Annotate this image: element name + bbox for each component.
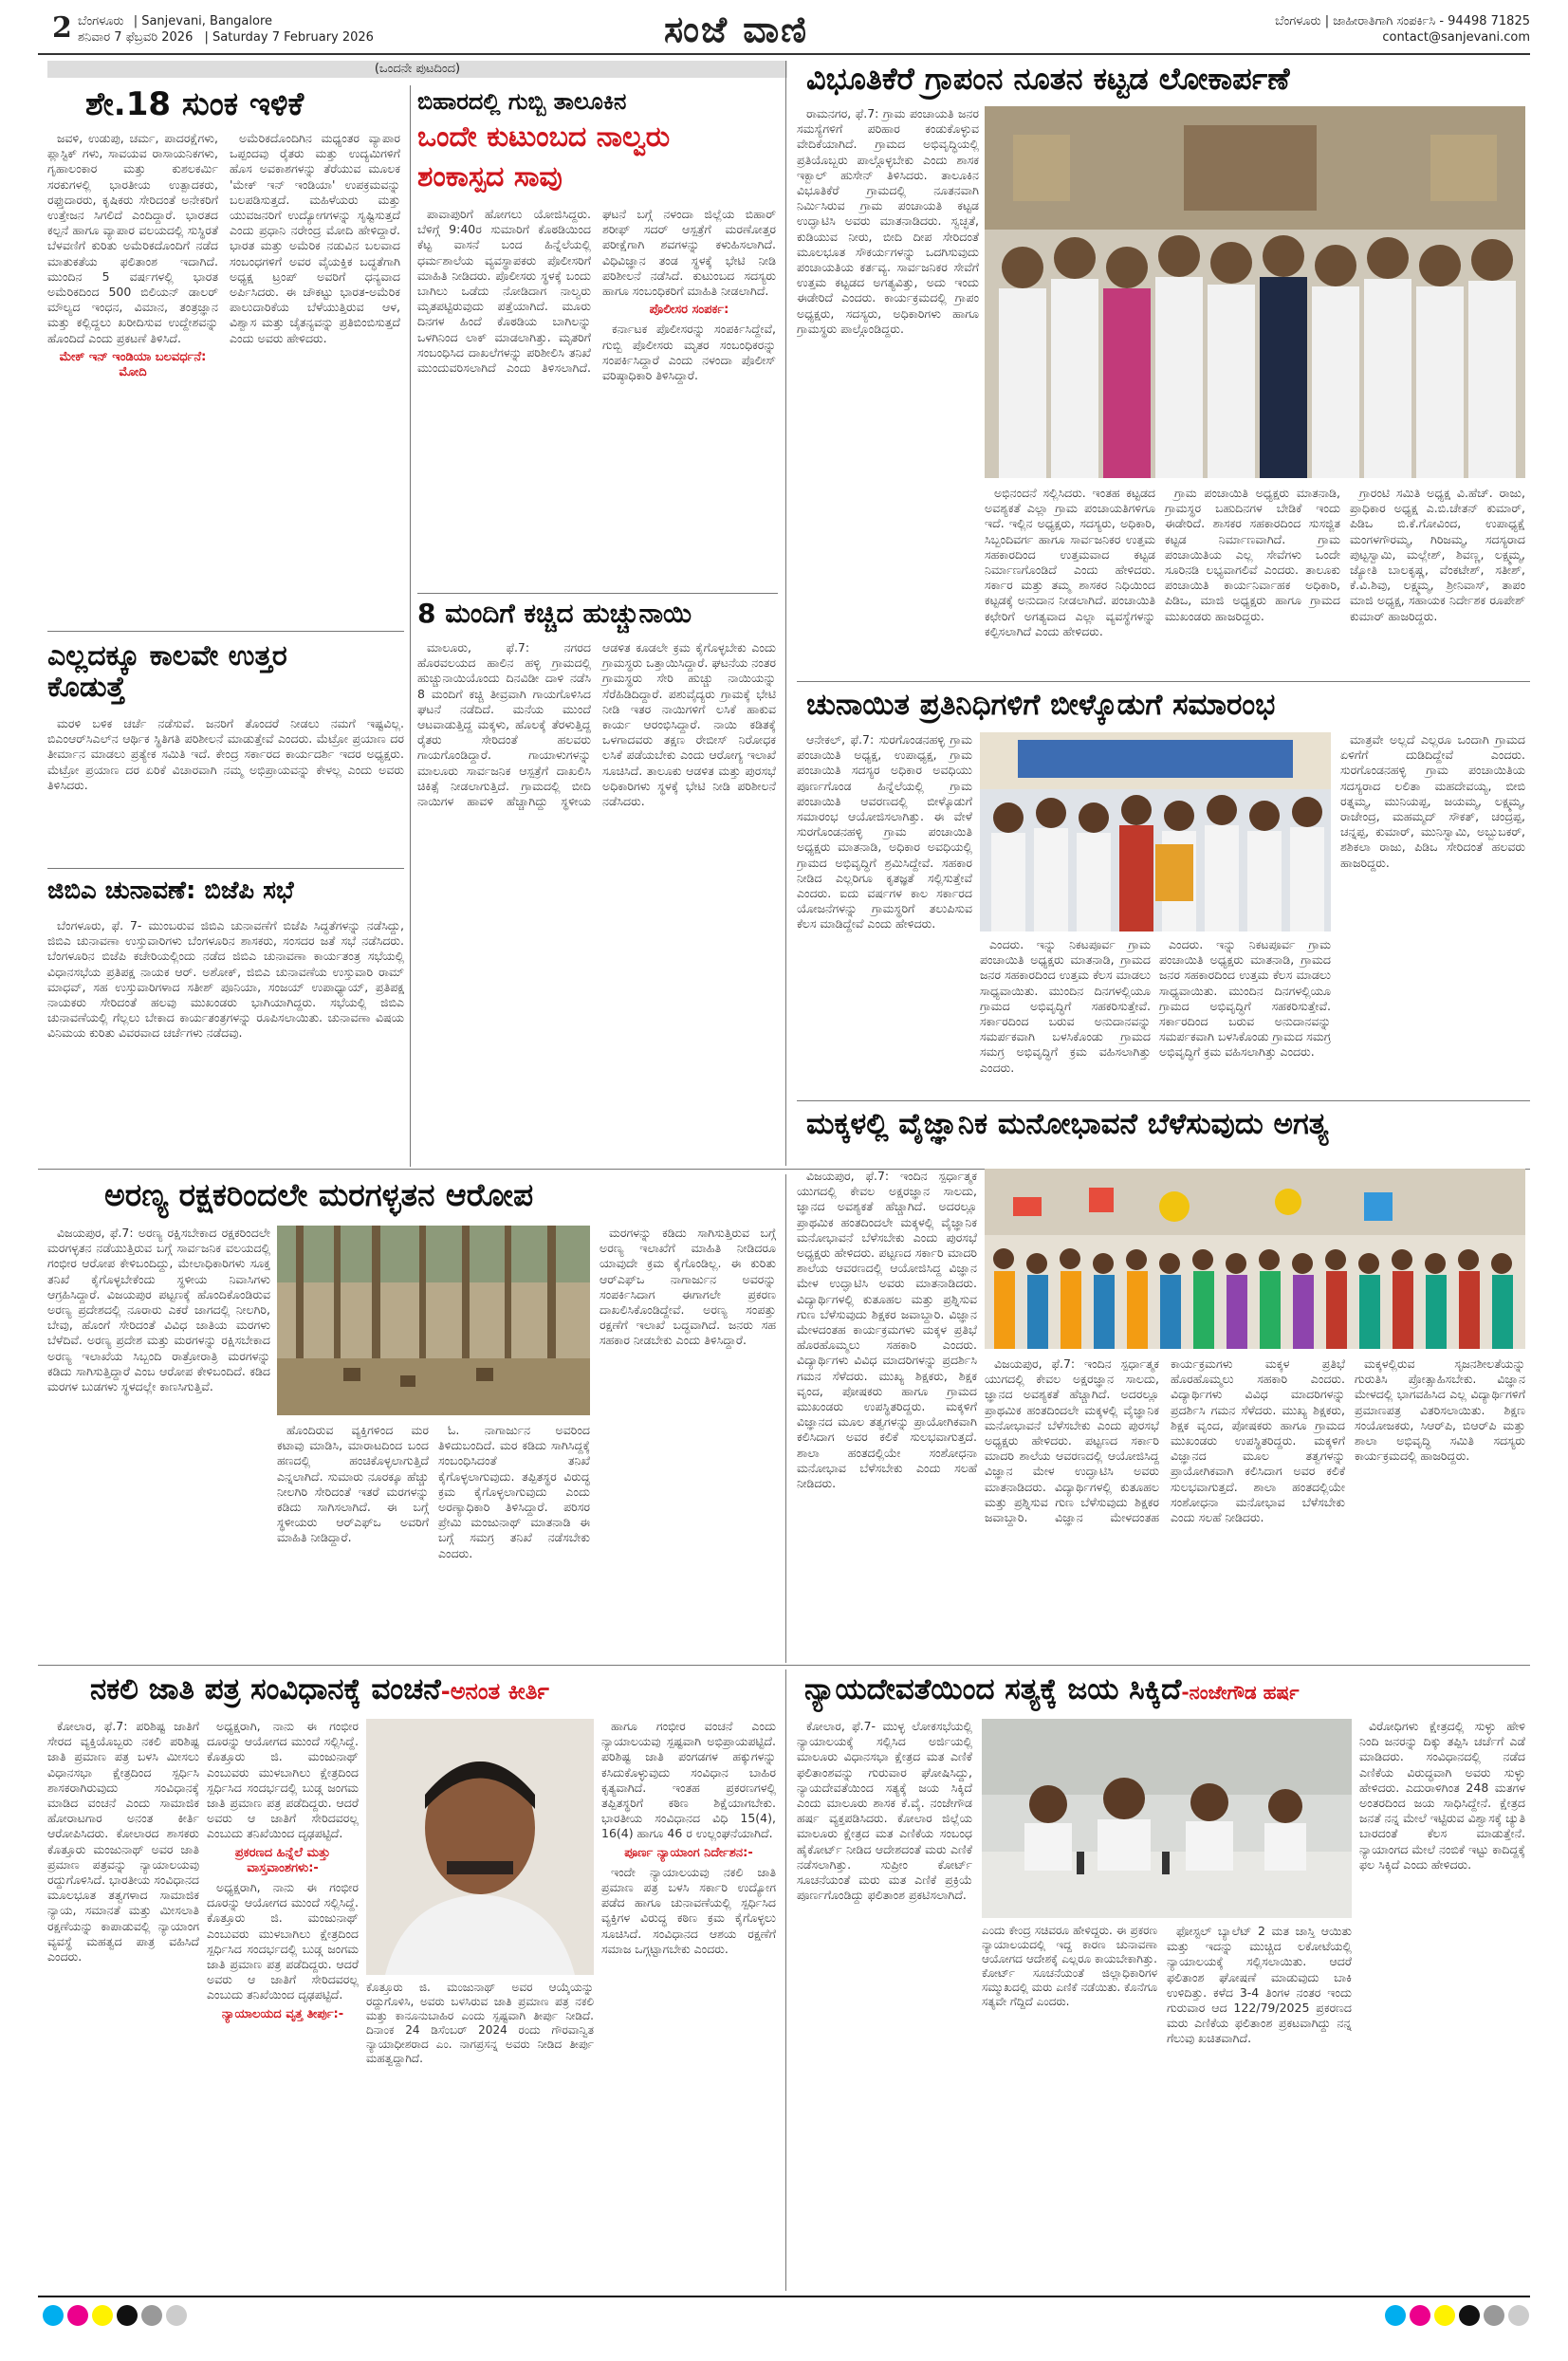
headline-reply-line1: ಎಲ್ಲದಕ್ಕೂ ಕಾಲವೇ ಉತ್ತರ (47, 639, 287, 673)
headline-gba: ಜಿಬಿಎ ಚುನಾವಣೆ: ಬಿಜೆಪಿ ಸಭೆ (47, 876, 294, 905)
magenta-swatch (67, 2305, 88, 2326)
body-justice-3 (1359, 1719, 1525, 2288)
body-tariff-text: ಜವಳಿ, ಉಡುಪು, ಚರ್ಮ, ಪಾದರಕ್ಷೆಗಳು, ಪ್ಲಾಸ್ಟಿಕ್ ಗಳು, ಸಾವಯವ ರಾಸಾಯನಿಕಗಳು, ಗೃಹಾಲಂಕಾರ ಮತ್ತು ಕುಶಲಕರ್ಮಿ ಸರಕುಗಳಲ್ಲಿ ಭಾರತೀಯ ಉತ್ಪಾದಕರು, ರಫ್ತುದಾರರು, ಕೃಷಿಕರು ಸೇರಿದಂತೆ ಅನೇಕರಿಗೆ ಉತ್ತೇಜನ ಸಿಗಲಿದೆ ಎಂದಿದ್ದಾರೆ. ಭಾರತದ ಕಲ್ಪನೆ ಹಾಗೂ ವ್ಯಾಪಾರ ವಲಯದಲ್ಲಿ ಸುಸ್ಥಿರತೆ ಬೆಳವಣಿಗೆ ಕುರಿತು ಅಮೆರಿಕದೊಂದಿಗೆ ನಡೆದ ಮಾತುಕತೆಯ ಫಲಿತಾಂಶ ಇದಾಗಿದೆ. ಮುಂದಿನ 5 ವರ್ಷಗಳಲ್ಲಿ ಭಾರತ ಅಮೆರಿಕದಿಂದ 500 ಬಿಲಿಯನ್ ಡಾಲರ್ ಮೌಲ್ಯದ ಇಂಧನ, ವಿಮಾನ, ತಂತ್ರಜ್ಞಾನ ಮತ್ತು ಕಲ್ಲಿದ್ದಲು ಖರೀದಿಸುವ ಉದ್ದೇಶವನ್ನು ಹೊಂದಿದೆ ಎಂದು ಪ್ರಕಟಣೆ ತಿಳಿಸಿದೆ. (47, 131, 218, 345)
photo-science-fair (985, 1169, 1525, 1349)
body-gubbi (417, 207, 776, 586)
page-number: 2 (52, 11, 72, 45)
newspaper-logo (664, 8, 808, 51)
body-felicitation (797, 732, 972, 1131)
body-vibhuti-4 (1350, 486, 1525, 675)
column-rule (785, 61, 786, 1166)
body-science-3 (1355, 1356, 1525, 1658)
edition-label: | Sanjevani, Bangalore (133, 14, 273, 28)
body-gubbi-text2: ಕರ್ನಾಟಕ ಪೊಲೀಸರನ್ನು ಸಂಪರ್ಕಿಸಿದ್ದೇವೆ, ಗುಬ್ಬಿ ಪೊಲೀಸರು ಮೃತರ ಸಂಬಂಧಿಕರನ್ನು ಸಂಪರ್ಕಿಸಿದ್ದಾರೆ ಎಂದು ನಳಂದಾ ಪೊಲೀಸ್ ವರಿಷ್ಠಾಧಿಕಾರಿ ತಿಳಿಸಿದ್ದಾರೆ. (602, 322, 776, 383)
body-gba (47, 918, 404, 1160)
body-tariff-text2: ಅಮೆರಿಕದೊಂದಿಗಿನ ಮಧ್ಯಂತರ ವ್ಯಾಪಾರ ಒಪ್ಪಂದವು ರೈತರು ಮತ್ತು ಉದ್ಯಮಿಗಳಿಗೆ ಹೊಸ ಅವಕಾಶಗಳನ್ನು ತೆರೆಯುವ ಮೂಲಕ 'ಮೇಕ್ ಇನ್ ಇಂಡಿಯಾ' ಉಪಕ್ರಮವನ್ನು ಬಲಪಡಿಸುತ್ತದೆ. ಮಹಿಳೆಯರು ಮತ್ತು ಯುವಜನರಿಗೆ ಉದ್ಯೋಗಗಳನ್ನು ಸೃಷ್ಟಿಸುತ್ತದೆ ಎಂದು ಪ್ರಧಾನಿ ನರೇಂದ್ರ ಮೋದಿ ಹೇಳಿದ್ದಾರೆ. ಭಾರತ ಮತ್ತು ಅಮೆರಿಕ ನಡುವಿನ ಬಲವಾದ ಸಂಬಂಧಗಳಿಗೆ ಅವರ ವೈಯಕ್ತಿಕ ಬದ್ಧತೆಗಾಗಿ ಅಧ್ಯಕ್ಷ ಟ್ರಂಪ್ ಅವರಿಗೆ ಧನ್ಯವಾದ ಅರ್ಪಿಸಿದರು. ಈ ಚೌಕಟ್ಟು ಭಾರತ-ಅಮೆರಿಕ ಪಾಲುದಾರಿಕೆಯ ಬೆಳೆಯುತ್ತಿರುವ ಆಳ, ವಿಶ್ವಾಸ ಮತ್ತು ಚೈತನ್ಯವನ್ನು ಪ್ರತಿಬಿಂಬಿಸುತ್ತದೆ ಎಂದು ಅವರು ಹೇಳಿದರು. (230, 131, 400, 345)
headline-gubbi-line1: ಬಿಹಾರದಲ್ಲಿ ಗುಬ್ಬಿ ತಾಲೂಕಿನ (417, 88, 627, 115)
body-science-text: ವಿಜಯಪುರ, ಫೆ.7: ಇಂದಿನ ಸ್ಪರ್ಧಾತ್ಮಕ ಯುಗದಲ್ಲಿ ಕೇವಲ ಅಕ್ಷರಜ್ಞಾನ ಸಾಲದು, ಜ್ಞಾನದ ಅವಶ್ಯಕತೆ ಹೆಚ್ಚಾಗಿದೆ. ಅದರಲ್ಲೂ ಪ್ರಾಥಮಿಕ ಹಂತದಿಂದಲೇ ಮಕ್ಕಳಲ್ಲಿ ವೈಜ್ಞಾನಿಕ ಮನೋಭಾವನೆ ಬೆಳೆಸಬೇಕು ಎಂದು ಪುರಸಭೆ ಅಧ್ಯಕ್ಷರು ಹೇಳಿದರು. ಪಟ್ಟಣದ ಸರ್ಕಾರಿ ಮಾದರಿ ಶಾಲೆಯ ಆವರಣದಲ್ಲಿ ಆಯೋಜಿಸಿದ್ದ ವಿಜ್ಞಾನ ಮೇಳ ಉದ್ಘಾಟಿಸಿ ಅವರು ಮಾತನಾಡಿದರು. ವಿದ್ಯಾರ್ಥಿಗಳಲ್ಲಿ ಕುತೂಹಲ ಮತ್ತು ಪ್ರಶ್ನಿಸುವ ಗುಣ ಬೆಳೆಸುವುದು ಶಿಕ್ಷಕರ ಜವಾಬ್ದಾರಿ. ವಿಜ್ಞಾನ ಮೇಳದಂತಹ ಕಾರ್ಯಕ್ರಮಗಳು ಮಕ್ಕಳ ಪ್ರತಿಭೆ ಹೊರಹೊಮ್ಮಲು ಸಹಕಾರಿ ಎಂದರು. ವಿದ್ಯಾರ್ಥಿಗಳು ವಿವಿಧ ಮಾದರಿಗಳನ್ನು ಪ್ರದರ್ಶಿಸಿ ಗಮನ ಸೆಳೆದರು. ಮುಖ್ಯ ಶಿಕ್ಷಕರು, ಶಿಕ್ಷಕ ವೃಂದ, ಪೋಷಕರು ಹಾಗೂ ಗ್ರಾಮದ ಮುಖಂಡರು ಉಪಸ್ಥಿತರಿದ್ದರು. ಮಕ್ಕಳಿಗೆ ವಿಜ್ಞಾನದ ಮೂಲ ತತ್ವಗಳನ್ನು ಪ್ರಾಯೋಗಿಕವಾಗಿ ಕಲಿಸಿದಾಗ ಅವರ ಕಲಿಕೆ ಸುಲಭವಾಗುತ್ತದೆ. ಶಾಲಾ ಹಂತದಲ್ಲಿಯೇ ಸಂಶೋಧನಾ ಮನೋಭಾವ ಬೆಳೆಸಬೇಕು ಎಂದು ಸಲಹೆ ನೀಡಿದರು. (797, 1169, 977, 1491)
body-science-text3: ಮಕ್ಕಳಲ್ಲಿರುವ ಸೃಜನಶೀಲತೆಯನ್ನು ಗುರುತಿಸಿ ಪ್ರೋತ್ಸಾಹಿಸಬೇಕು. ವಿಜ್ಞಾನ ಮೇಳದಲ್ಲಿ ಭಾಗವಹಿಸಿದ ಎಲ್ಲ ವಿದ್ಯಾರ್ಥಿಗಳಿಗೆ ಪ್ರಮಾಣಪತ್ರ ವಿತರಿಸಲಾಯಿತು. ಶಿಕ್ಷಣ ಸಂಯೋಜಕರು, ಸಿಆರ್‌ಪಿ, ಬಿಆರ್‌ಪಿ ಮತ್ತು ಶಾಲಾ ಅಭಿವೃದ್ಧಿ ಸಮಿತಿ ಸದಸ್ಯರು ಕಾರ್ಯಕ್ರಮದಲ್ಲಿ ಹಾಜರಿದ್ದರು. (1355, 1356, 1525, 1464)
body-forest-text: ವಿಜಯಪುರ, ಫೆ.7: ಅರಣ್ಯ ರಕ್ಷಿಸಬೇಕಾದ ರಕ್ಷಕರಿಂದಲೇ ಮರಗಳ್ಳತನ ನಡೆಯುತ್ತಿರುವ ಬಗ್ಗೆ ಸಾರ್ವಜನಿಕ ವಲಯದಲ್ಲಿ ಗಂಭೀರ ಆರೋಪ ಕೇಳಿಬಂದಿದ್ದು, ಮೇಲಾಧಿಕಾರಿಗಳು ಸೂಕ್ತ ತನಿಖೆ ಕೈಗೊಳ್ಳಬೇಕೆಂದು ಸ್ಥಳೀಯ ನಿವಾಸಿಗಳು ಆಗ್ರಹಿಸಿದ್ದಾರೆ. ವಿಜಯಪುರ ಪಟ್ಟಣಕ್ಕೆ ಹೊಂದಿಕೊಂಡಿರುವ ಅರಣ್ಯ ಪ್ರದೇಶದಲ್ಲಿ ನೂರಾರು ಎಕರೆ ಜಾಗದಲ್ಲಿ ನೀಲಗಿರಿ, ಬೇವು, ಹೊಂಗೆ ಸೇರಿದಂತೆ ವಿವಿಧ ಜಾತಿಯ ಮರಗಳು ಬೆಳೆದಿವೆ. ಅರಣ್ಯ ಪ್ರದೇಶ ಮತ್ತು ಮರಗಳನ್ನು ರಕ್ಷಿಸಬೇಕಾದ ಅರಣ್ಯ ಇಲಾಖೆಯ ಸಿಬ್ಬಂದಿ ರಾತ್ರೋರಾತ್ರಿ ಮರಗಳನ್ನು ಕಡಿದು ಸಾಗಿಸುತ್ತಿದ್ದಾರೆ ಎಂಬ ಆರೋಪ ಕೇಳಿಬಂದಿದೆ. ಕಡಿದ ಮರಗಳ ಬುಡಗಳು ಸ್ಥಳದಲ್ಲೇ ಕಾಣಸಿಗುತ್ತಿವೆ. (47, 1226, 270, 1394)
body-forest-2 (277, 1423, 429, 1657)
subhead-gubbi: ಪೊಲೀಸರ ಸಂಪರ್ಕ: (649, 303, 729, 318)
body-reply (47, 716, 404, 858)
byline-justice: -ನಂಜೇಗೌಡ ಹರ್ಷ (1181, 1681, 1300, 1704)
photo-vibhuti-ceremony (985, 106, 1525, 478)
headline-science: ಮಕ್ಕಳಲ್ಲಿ ವೈಜ್ಞಾನಿಕ ಮನೋಭಾವನೆ ಬೆಳೆಸುವುದು ಅಗತ್ಯ (806, 1107, 1329, 1141)
registration-marks-left (43, 2305, 187, 2326)
headline-dogs: 8 ಮಂದಿಗೆ ಕಚ್ಚಿದ ಹುಚ್ಚುನಾಯಿ (417, 598, 692, 629)
body-vibhuti-3 (1165, 486, 1340, 675)
body-felicitation-text3: ಮಾತ್ರವೇ ಅಲ್ಲದೆ ಎಲ್ಲರೂ ಒಂದಾಗಿ ಗ್ರಾಮದ ಏಳಿಗೆಗೆ ದುಡಿದಿದ್ದೇವೆ ಎಂದರು. ಸುರಗೊಂಡನಹಳ್ಳಿ ಗ್ರಾಮ ಪಂಚಾಯಿತಿಯ ಸದಸ್ಯರಾದ ಲಲಿತಾ ಮಹದೇವಯ್ಯ, ಬೀಬಿ ರತ್ನಮ್ಮ, ಮುನಿಯಪ್ಪ, ಜಯಮ್ಮ, ಲಕ್ಷ್ಮಮ್ಮ, ರಾಜೇಂದ್ರ, ಮಹಮ್ಮದ್ ಸೌಕತ್, ಚಂದ್ರಪ್ಪ, ಚನ್ನಪ್ಪ, ಕುಮಾರ್, ಮುನಿಸ್ವಾಮಿ, ಅಬ್ಬುಬಕರ್, ಶಶಿಕಲಾ ರಾಜು, ಪಿಡಿಒ ಸೇರಿದಂತೆ ಹಲವರು ಹಾಜರಿದ್ದರು. (1340, 732, 1525, 870)
body-justice-text: ಕೋಲಾರ, ಫೆ.7- ಮುಳ್ಳ ಲೋಕಸಭೆಯಲ್ಲಿ ನ್ಯಾಯಾಲಯಕ್ಕೆ ಸಲ್ಲಿಸಿದ ಅರ್ಜಿಯಲ್ಲಿ ಮಾಲೂರು ವಿಧಾನಸಭಾ ಕ್ಷೇತ್ರದ ಮತ ಎಣಿಕೆ ಫಲಿತಾಂಶವನ್ನು ಗುರುವಾರ ಘೋಷಿಸಿದ್ದು, ನ್ಯಾಯದೇವತೆಯಿಂದ ಸತ್ಯಕ್ಕೆ ಜಯ ಸಿಕ್ಕಿದೆ ಎಂದು ಮಾಲೂರು ಶಾಸಕ ಕೆ.ವೈ. ನಂಜೇಗೌಡ ಹರ್ಷ ವ್ಯಕ್ತಪಡಿಸಿದರು. ಕೋಲಾರ ಜಿಲ್ಲೆಯ ಮಾಲೂರು ಕ್ಷೇತ್ರದ ಮತ ಎಣಿಕೆಯ ಸಂಬಂಧ ಹೈಕೋರ್ಟ್ ನೀಡಿದ ಆದೇಶದಂತೆ ಮರು ಎಣಿಕೆ ನಡೆಸಲಾಗಿತ್ತು. ಸುಪ್ರೀಂ ಕೋರ್ಟ್ ಸೂಚನೆಯಂತೆ ಮರು ಮತ ಎಣಿಕೆ ಪ್ರಕ್ರಿಯೆ ಪೂರ್ಣಗೊಂಡಿದ್ದು ಫಲಿತಾಂಶ ಪ್ರಕಟಿಸಲಾಗಿದೆ. (797, 1719, 972, 1903)
masthead-right (1275, 13, 1530, 46)
body-gba-text: ಬೆಂಗಳೂರು, ಫೆ. 7- ಮುಂಬರುವ ಜಿಬಿಎ ಚುನಾವಣೆಗೆ ಬಿಜೆಪಿ ಸಿದ್ಧತೆಗಳನ್ನು ನಡೆಸಿದ್ದು, ಜಿಬಿಎ ಚುನಾವಣಾ ಉಸ್ತುವಾರಿಗಳು ಬೆಂಗಳೂರಿನ ಶಾಸಕರು, ಸಂಸದರ ಜತೆ ಸಭೆ ನಡೆಸಿದರು. ಬೆಂಗಳೂರಿನ ಬಿಜೆಪಿ ಕಚೇರಿಯಲ್ಲಿಂದು ನಡೆದ ಜಿಬಿಎ ಚುನಾವಣಾ ಕಾರ್ಯತಂತ್ರ ಸಭೆಯಲ್ಲಿ ವಿಧಾನಸಭೆಯ ಪ್ರತಿಪಕ್ಷ ನಾಯಕ ಆರ್. ಅಶೋಕ್, ಜಿಬಿಎ ಚುನಾವಣೆಯ ಉಸ್ತುವಾರಿ ರಾಮ್ ಮಾಧವ್, ಸಹ ಉಸ್ತುವಾರಿಗಳಾದ ಸತೀಶ್ ಪೂನಿಯಾ, ಸಂಜಯ್ ಉಪಾಧ್ಯಾಯ್, ಪ್ರತಿಪಕ್ಷ ನಾಯಕರು ಸೇರಿದಂತೆ ಹಲವು ಮುಖಂಡರು ಭಾಗಿಯಾಗಿದ್ದರು. ಸಭೆಯಲ್ಲಿ ಜಿಬಿಎ ಚುನಾವಣೆಯಲ್ಲಿ ಗೆಲ್ಲಲು ಬೇಕಾದ ಕಾರ್ಯತಂತ್ರಗಳನ್ನು ರೂಪಿಸಲಾಯಿತು. ಚುನಾವಣಾ ವಿಷಯ ವಿನಿಮಯ ಕುರಿತು ವಿವರವಾದ ಚರ್ಚೆಗಳು ನಡೆದವು. (47, 918, 404, 1041)
registration-marks-right (1385, 2305, 1529, 2326)
photo-felicitation (980, 732, 1331, 931)
headline-caste (90, 1673, 549, 1706)
body-tariff (47, 131, 400, 624)
body-forest-3 (438, 1423, 590, 1657)
masthead-left (78, 13, 374, 46)
headline-caste-text: ನಕಲಿ ಜಾತಿ ಪತ್ರ ಸಂವಿಧಾನಕ್ಕೆ ವಂಚನೆ (90, 1672, 441, 1706)
photo-felicitation-art (980, 732, 1331, 931)
grey-swatch (1484, 2305, 1504, 2326)
body-forest-4 (600, 1226, 776, 1657)
article-rule (797, 1100, 1530, 1101)
body-felicitation-text2b: ಎಂದರು. ಇನ್ನು ನಿಕಟಪೂರ್ವ ಗ್ರಾಮ ಪಂಚಾಯಿತಿ ಅಧ್ಯಕ್ಷರು ಮಾತನಾಡಿ, ಗ್ರಾಮದ ಜನರ ಸಹಕಾರದಿಂದ ಉತ್ತಮ ಕೆಲಸ ಮಾಡಲು ಸಾಧ್ಯವಾಯಿತು. ಮುಂದಿನ ದಿನಗಳಲ್ಲಿಯೂ ಗ್ರಾಮದ ಅಭಿವೃದ್ಧಿಗೆ ಸಹಕರಿಸುತ್ತೇವೆ. ಸರ್ಕಾರದಿಂದ ಬರುವ ಅನುದಾನವನ್ನು ಸಮರ್ಪಕವಾಗಿ ಬಳಸಿಕೊಂಡು ಗ್ರಾಮದ ಸಮಗ್ರ ಅಭಿವೃದ್ಧಿಗೆ ಕ್ರಮ ವಹಿಸಲಾಗಿತ್ತು ಎಂದರು. (1159, 937, 1331, 1060)
photo-press-meet (982, 1719, 1352, 1918)
body-vibhuti-text2: ಅಭಿನಂದನೆ ಸಲ್ಲಿಸಿದರು. ಇಂತಹ ಕಟ್ಟಡದ ಅವಶ್ಯಕತೆ ಎಲ್ಲಾ ಗ್ರಾಮ ಪಂಚಾಯತಿಗಳಿಗೂ ಇದೆ. ಇಲ್ಲಿನ ಅಧ್ಯಕ್ಷರು, ಸದಸ್ಯರು, ಅಧಿಕಾರಿ, ಸಿಬ್ಬಂದಿವರ್ಗ ಹಾಗೂ ಸಾರ್ವಜನಿಕರ ಉತ್ತಮ ಸಹಕಾರದಿಂದ ಉತ್ತಮವಾದ ಕಟ್ಟಡ ನಿರ್ಮಾಣಗೊಂಡಿದೆ ಎಂದು ಹೇಳಿದರು. ಸರ್ಕಾರ ಮತ್ತು ತಮ್ಮ ಶಾಸಕರ ನಿಧಿಯಿಂದ ಕಟ್ಟಡಕ್ಕೆ ಅನುದಾನ ನೀಡಲಾಗಿದೆ. ಪಂಚಾಯಿತಿ ಕಛೇರಿಗೆ ಅಗತ್ಯವಾದ ಎಲ್ಲಾ ವ್ಯವಸ್ಥೆಗಳನ್ನು ಕಲ್ಪಿಸಲಾಗಿದೆ ಎಂದು ಹೇಳಿದರು. (985, 486, 1155, 638)
photo-forest-art (277, 1226, 590, 1415)
footer-rule (38, 2296, 1530, 2297)
body-caste-text3: ಹಾಗೂ ಗಂಭೀರ ವಂಚನೆ ಎಂದು ನ್ಯಾಯಾಲಯವು ಸ್ಪಷ್ಟವಾಗಿ ಅಭಿಪ್ರಾಯಪಟ್ಟಿದೆ. ಪರಿಶಿಷ್ಟ ಜಾತಿ ಪಂಗಡಗಳ ಹಕ್ಕುಗಳನ್ನು ಕಸಿದುಕೊಳ್ಳುವುದು ಸಂವಿಧಾನ ಬಾಹಿರ ಕೃತ್ಯವಾಗಿದೆ. ಇಂತಹ ಪ್ರಕರಣಗಳಲ್ಲಿ ತಪ್ಪಿತಸ್ಥರಿಗೆ ಕಠಿಣ ಶಿಕ್ಷೆಯಾಗಬೇಕು. ಭಾರತೀಯ ಸಂವಿಧಾನದ ವಿಧಿ 15(4), 16(4) ಹಾಗೂ 46 ರ ಉಲ್ಲಂಘನೆಯಾಗಿದೆ. (601, 1719, 776, 1841)
body-justice-text3: ವಿರೋಧಿಗಳು ಕ್ಷೇತ್ರದಲ್ಲಿ ಸುಳ್ಳು ಹೇಳಿ ನಿಂದಿ ಜನರನ್ನು ದಿಕ್ಕು ತಪ್ಪಿಸಿ ಚರ್ಚೆಗೆ ಎಡೆ ಮಾಡಿದರು. ಸಂವಿಧಾನದಲ್ಲಿ ನಡೆದ ಎಣಿಕೆಯ ವಿರುದ್ಧವಾಗಿ ಅವರು ಸುಳ್ಳು ಹೇಳಿದರು. ಎದುರಾಳಿಗಿಂತ 248 ಮತಗಳ ಅಂತರದಿಂದ ಜಯ ಸಾಧಿಸಿದ್ದೇನೆ. ಕ್ಷೇತ್ರದ ಜನತೆ ನನ್ನ ಮೇಲೆ ಇಟ್ಟಿರುವ ವಿಶ್ವಾಸಕ್ಕೆ ಚ್ಯುತಿ ಬಾರದಂತೆ ಕೆಲಸ ಮಾಡುತ್ತೇನೆ. ನ್ಯಾಯಾಂಗದ ಮೇಲೆ ನಂಬಿಕೆ ಇಟ್ಟು ಕಾದಿದ್ದಕ್ಕೆ ಫಲ ಸಿಕ್ಕಿದೆ ಎಂದು ಹೇಳಿದರು. (1359, 1719, 1525, 1872)
photo-vibhuti-art (985, 106, 1525, 478)
body-caste-2 (207, 1719, 359, 2288)
body-science-2 (985, 1356, 1345, 1658)
body-caste-text: ಕೋಲಾರ, ಫೆ.7: ಪರಿಶಿಷ್ಟ ಜಾತಿಗೆ ಸೇರದ ವ್ಯಕ್ತಿಯೊಬ್ಬರು ನಕಲಿ ಪರಿಶಿಷ್ಟ ಜಾತಿ ಪ್ರಮಾಣ ಪತ್ರ ಬಳಸಿ ಮೀಸಲು ವಿಧಾನಸಭಾ ಕ್ಷೇತ್ರದಿಂದ ಸ್ಪರ್ಧಿಸಿ ಶಾಸಕರಾಗಿರುವುದು ಸಂವಿಧಾನಕ್ಕೆ ಮಾಡಿದ ವಂಚನೆ ಎಂದು ಸಾಮಾಜಿಕ ಹೋರಾಟಗಾರ ಅನಂತ ಕೀರ್ತಿ ಆರೋಪಿಸಿದರು. ಕೋಲಾರದ ಶಾಸಕರು ಕೊತ್ತೂರು ಮಂಜುನಾಥ್ ಅವರ ಜಾತಿ ಪ್ರಮಾಣ ಪತ್ರವನ್ನು ನ್ಯಾಯಾಲಯವು ರದ್ದುಗೊಳಿಸಿದೆ. ಭಾರತೀಯ ಸಂವಿಧಾನದ ಮೂಲಭೂತ ತತ್ವಗಳಾದ ಸಾಮಾಜಿಕ ನ್ಯಾಯ, ಸಮಾನತೆ ಮತ್ತು ಮೀಸಲಾತಿ ರಕ್ಷಣೆಯನ್ನು ಕಾಪಾಡುವಲ್ಲಿ ನ್ಯಾಯಾಂಗ ವ್ಯವಸ್ಥೆ ಮಹತ್ವದ ಪಾತ್ರ ವಹಿಸಿದೆ ಎಂದರು. (47, 1719, 199, 1964)
column-rule (785, 1669, 786, 2291)
body-caste-3 (601, 1719, 776, 2288)
body-caste-text2b: ಅಧ್ಯಕ್ಷರಾಗಿ, ನಾನು ಈ ಗಂಭೀರ ದೂರನ್ನು ಆಯೋಗದ ಮುಂದೆ ಸಲ್ಲಿಸಿದ್ದೆ. ಕೊತ್ತೂರು ಜಿ. ಮಂಜುನಾಥ್ ಎಂಬುವರು ಮುಳಬಾಗಿಲು ಕ್ಷೇತ್ರದಿಂದ ಸ್ಪರ್ಧಿಸಿದ ಸಂದರ್ಭದಲ್ಲಿ ಬುಡ್ಗ ಜಂಗಮ ಜಾತಿ ಪ್ರಮಾಣ ಪತ್ರ ಪಡೆದಿದ್ದರು. ಆದರೆ ಅವರು ಆ ಜಾತಿಗೆ ಸೇರಿದವರಲ್ಲ ಎಂಬುದು ತನಿಖೆಯಿಂದ ದೃಢಪಟ್ಟಿದೆ. (207, 1880, 359, 2002)
photo-forest (277, 1226, 590, 1415)
body-caste (47, 1719, 199, 2288)
logo-text: ಸಂಜೆ ವಾಣಿ (664, 8, 809, 50)
headline-tariff: ಶೇ.18 ಸುಂಕ ಇಳಿಕೆ (85, 85, 304, 123)
headline-felicitation: ಚುನಾಯಿತ ಪ್ರತಿನಿಧಿಗಳಿಗೆ ಬೀಳ್ಕೊಡುಗೆ ಸಮಾರಂಭ (806, 688, 1276, 722)
ad-contact: ಬೆಂಗಳೂರು | ಜಾಹೀರಾತಿಗಾಗಿ ಸಂಪರ್ಕಿಸಿ - 94498 71825 (1275, 14, 1530, 28)
body-dogs (417, 640, 776, 1160)
cyan-swatch (43, 2305, 64, 2326)
light-grey-swatch (1508, 2305, 1529, 2326)
body-forest (47, 1226, 270, 1657)
headline-forest: ಅರಣ್ಯ ರಕ್ಷಕರಿಂದಲೇ ಮರಗಳ್ಳತನ ಆರೋಪ (104, 1176, 534, 1213)
column-rule (410, 85, 411, 1167)
column-rule (785, 1174, 786, 1663)
body-reply-text: ಮರಳಿ ಬಳಿಕ ಚರ್ಚೆ ನಡೆಸುವೆ. ಜನರಿಗೆ ತೊಂದರೆ ನೀಡಲು ನಮಗೆ ಇಷ್ಟವಿಲ್ಲ. ಬಿಎಂಆರ್‌ಸಿಎಲ್‌ನ ಆರ್ಥಿಕ ಸ್ಥಿತಿಗತಿ ಪರಿಶೀಲನೆ ಮಾಡುತ್ತೇವೆ ಎಂದರು. ಮೆಟ್ರೋ ಪ್ರಯಾಣ ದರ ತೀರ್ಮಾನ ಮಾಡಲು ಪ್ರತ್ಯೇಕ ಸಮಿತಿ ಇದೆ. ಕೇಂದ್ರ ಸರ್ಕಾರದ ಕಾರ್ಯದರ್ಶಿ ಇದರ ಅಧ್ಯಕ್ಷರು. ಮೆಟ್ರೋ ಪ್ರಯಾಣ ದರ ಏರಿಕೆ ವಿಚಾರವಾಗಿ ನಮ್ಮ ಅಭಿಪ್ರಾಯವನ್ನು ಕೇಳಲ್ಲ ಎಂದು ಅವರು ತಿಳಿಸಿದರು. (47, 716, 404, 792)
body-vibhuti-2 (985, 486, 1155, 675)
photo-portrait-art (366, 1719, 594, 1975)
body-justice (797, 1719, 972, 2288)
body-justice-text2: ಫೋಸ್ಟಲ್ ಬ್ಯಾಲೆಟ್ 2 ಮತ ಜಾಸ್ತಿ ಆಯಿತು ಮತ್ತು ಇದನ್ನು ಮುಚ್ಚಿದ ಲಕೋಟೆಯಲ್ಲಿ ನ್ಯಾಯಾಲಯಕ್ಕೆ ಸಲ್ಲಿಸಲಾಯಿತು. ಆದರೆ ಫಲಿತಾಂಶ ಘೋಷಣೆ ಮಾಡುವುದು ಬಾಕಿ ಉಳಿದಿತ್ತು. ಕಳೆದ 3-4 ತಿಂಗಳ ನಂತರ ಇಂದು ಗುರುವಾರ ಆದ 122/79/2025 ಪ್ರಕರಣದ ಮರು ಎಣಿಕೆಯ ಫಲಿತಾಂಶ ಪ್ರಕಟವಾಗಿದ್ದು ನನ್ನ ಗೆಲುವು ಖಚಿತವಾಗಿದೆ. (1167, 1924, 1352, 2046)
cyan-swatch (1385, 2305, 1406, 2326)
date-en: | Saturday 7 February 2026 (204, 30, 374, 45)
body-vibhuti-text3: ಗ್ರಾಮ ಪಂಚಾಯಿತಿ ಅಧ್ಯಕ್ಷರು ಮಾತನಾಡಿ, ಗ್ರಾಮಸ್ಥರ ಬಹುದಿನಗಳ ಬೇಡಿಕೆ ಇಂದು ಈಡೇರಿದೆ. ಶಾಸಕರ ಸಹಕಾರದಿಂದ ಸುಸಜ್ಜಿತ ಕಟ್ಟಡ ನಿರ್ಮಾಣವಾಗಿದೆ. ಗ್ರಾಮ ಪಂಚಾಯಿತಿಯ ಎಲ್ಲ ಸೇವೆಗಳು ಒಂದೇ ಸೂರಿನಡಿ ಲಭ್ಯವಾಗಲಿವೆ ಎಂದರು. ತಾಲೂಕು ಪಂಚಾಯಿತಿ ಕಾರ್ಯನಿರ್ವಾಹಕ ಅಧಿಕಾರಿ, ಪಿಡಿಒ, ಮಾಜಿ ಅಧ್ಯಕ್ಷರು ಹಾಗೂ ಗ್ರಾಮದ ಮುಖಂಡರು ಹಾಜರಿದ್ದರು. (1165, 486, 1340, 623)
headline-justice (804, 1673, 1299, 1706)
caption-justice-text: ಎಂದು ಕೇಂದ್ರ ಸಚಿವರೂ ಹೇಳಿದ್ದರು. ಈ ಪ್ರಕರಣ ನ್ಯಾಯಾಲಯದಲ್ಲಿ ಇದ್ದ ಕಾರಣ ಚುನಾವಣಾ ಆಯೋಗದ ಆದೇಶಕ್ಕೆ ಎಲ್ಲರೂ ಕಾಯಬೇಕಾಗಿತ್ತು. ಕೋರ್ಟ್ ಸೂಚನೆಯಂತೆ ಜಿಲ್ಲಾಧಿಕಾರಿಗಳ ಸಮ್ಮುಖದಲ್ಲಿ ಮರು ಎಣಿಕೆ ನಡೆಯಿತು. ಕೊನೆಗೂ ಸತ್ಯವೇ ಗೆದ್ದಿದೆ ಎಂದರು. (982, 1924, 1157, 2008)
article-rule (797, 681, 1530, 682)
date-kn: ಶನಿವಾರ 7 ಫೆಬ್ರವರಿ 2026 (78, 30, 194, 45)
body-forest-text2: ಹೊಂದಿರುವ ವ್ಯಕ್ತಿಗಳಿಂದ ಮರ ಕಟಾವು ಮಾಡಿಸಿ, ಮಾರಾಟದಿಂದ ಬಂದ ಹಣದಲ್ಲಿ ಹಂಚಿಕೊಳ್ಳಲಾಗುತ್ತಿದೆ ಎನ್ನಲಾಗಿದೆ. ಸುಮಾರು ನೂರಕ್ಕೂ ಹೆಚ್ಚು ನೀಲಗಿರಿ ಸೇರಿದಂತೆ ಇತರೆ ಮರಗಳನ್ನು ಕಡಿದು ಸಾಗಿಸಲಾಗಿದೆ. ಈ ಬಗ್ಗೆ ಸ್ಥಳೀಯರು ಆರ್‌ಎಫ್‌ಒ ಅವರಿಗೆ ಮಾಹಿತಿ ನೀಡಿದ್ದಾರೆ. (277, 1423, 429, 1545)
article-rule (417, 593, 778, 594)
headline-reply (47, 640, 287, 703)
body-forest-text4: ಮರಗಳನ್ನು ಕಡಿದು ಸಾಗಿಸುತ್ತಿರುವ ಬಗ್ಗೆ ಅರಣ್ಯ ಇಲಾಖೆಗೆ ಮಾಹಿತಿ ನೀಡಿದರೂ ಯಾವುದೇ ಕ್ರಮ ಕೈಗೊಂಡಿಲ್ಲ. ಈ ಕುರಿತು ಆರ್‌ಎಫ್‌ಒ ನಾಗಾರ್ಜುನ ಅವರನ್ನು ಸಂಪರ್ಕಿಸಿದಾಗ ಈಗಾಗಲೇ ಪ್ರಕರಣ ದಾಖಲಿಸಿಕೊಂಡಿದ್ದೇವೆ. ಅರಣ್ಯ ಸಂಪತ್ತು ರಕ್ಷಣೆಗೆ ಇಲಾಖೆ ಬದ್ಧವಾಗಿದೆ. ಜನರು ಸಹ ಸಹಕಾರ ನೀಡಬೇಕು ಎಂದು ತಿಳಿಸಿದ್ದಾರೆ. (600, 1226, 776, 1348)
yellow-swatch (1434, 2305, 1455, 2326)
body-vibhuti-text: ರಾಮನಗರ, ಫೆ.7: ಗ್ರಾಮ ಪಂಚಾಯತಿ ಜನರ ಸಮಸ್ಯೆಗಳಿಗೆ ಪರಿಹಾರ ಕಂಡುಕೊಳ್ಳುವ ವೇದಿಕೆಯಾಗಿದೆ. ಗ್ರಾಮದ ಅಭಿವೃದ್ಧಿಯಲ್ಲಿ ಪ್ರತಿಯೊಬ್ಬರು ಪಾಲ್ಗೊಳ್ಳಬೇಕು ಎಂದು ಶಾಸಕ ಇಕ್ಬಾಲ್ ಹುಸೇನ್ ತಿಳಿಸಿದರು. ತಾಲೂಕಿನ ವಿಭೂತಿಕೆರೆ ಗ್ರಾಮದಲ್ಲಿ ನೂತನವಾಗಿ ನಿರ್ಮಿಸಿರುವ ಗ್ರಾಮ ಪಂಚಾಯತಿ ಕಟ್ಟಡ ಉದ್ಘಾಟಿಸಿ ಅವರು ಮಾತನಾಡಿದರು. ಸ್ವಚ್ಛತೆ, ಕುಡಿಯುವ ನೀರು, ಬೀದಿ ದೀಪ ಸೇರಿದಂತೆ ಮೂಲಭೂತ ಸೌಕರ್ಯಗಳನ್ನು ಒದಗಿಸುವುದು ಪಂಚಾಯತಿಯ ಕರ್ತವ್ಯ. ಸಾರ್ವಜನಿಕರ ಸೇವೆಗೆ ಉತ್ತಮ ಕಟ್ಟಡದ ಅಗತ್ಯವಿತ್ತು, ಅದು ಇಂದು ಈಡೇರಿದೆ ಎಂದರು. ಕಾರ್ಯಕ್ರಮದಲ್ಲಿ ಗ್ರಾಪಂ ಅಧ್ಯಕ್ಷರು, ಸದಸ್ಯರು, ಅಧಿಕಾರಿಗಳು ಹಾಗೂ ಗ್ರಾಮಸ್ಥರು ಪಾಲ್ಗೊಂಡಿದ್ದರು. (797, 106, 979, 336)
byline-caste: -ಅನಂತ ಕೀರ್ತಿ (440, 1678, 549, 1705)
body-forest-text3: ಓ. ನಾಗಾರ್ಜುನ ಅವರಿಂದ ತಿಳಿದುಬಂದಿದೆ. ಮರ ಕಡಿದು ಸಾಗಿಸಿದ್ದಕ್ಕೆ ಸಂಬಂಧಿಸಿದಂತೆ ತನಿಖೆ ಕೈಗೊಳ್ಳಲಾಗುವುದು. ತಪ್ಪಿತಸ್ಥರ ವಿರುದ್ಧ ಕ್ರಮ ಕೈಗೊಳ್ಳಲಾಗುವುದು ಎಂದು ಅರಣ್ಯಾಧಿಕಾರಿ ತಿಳಿಸಿದ್ದಾರೆ. ಪರಿಸರ ಪ್ರೇಮಿ ಮಂಜುನಾಥ್ ಮಾತನಾಡಿ ಈ ಬಗ್ಗೆ ಸಮಗ್ರ ತನಿಖೆ ನಡೆಸಬೇಕು ಎಂದರು. (438, 1423, 590, 1560)
body-vibhuti (797, 106, 979, 675)
light-grey-swatch (166, 2305, 187, 2326)
black-swatch (1459, 2305, 1480, 2326)
continued-kicker: (ಒಂದನೇ ಪುಟದಿಂದ) (47, 61, 787, 78)
body-felicitation-text2: ಎಂದರು. ಇನ್ನು ನಿಕಟಪೂರ್ವ ಗ್ರಾಮ ಪಂಚಾಯಿತಿ ಅಧ್ಯಕ್ಷರು ಮಾತನಾಡಿ, ಗ್ರಾಮದ ಜನರ ಸಹಕಾರದಿಂದ ಉತ್ತಮ ಕೆಲಸ ಮಾಡಲು ಸಾಧ್ಯವಾಯಿತು. ಮುಂದಿನ ದಿನಗಳಲ್ಲಿಯೂ ಗ್ರಾಮದ ಅಭಿವೃದ್ಧಿಗೆ ಸಹಕರಿಸುತ್ತೇವೆ. ಸರ್ಕಾರದಿಂದ ಬರುವ ಅನುದಾನವನ್ನು ಸಮರ್ಪಕವಾಗಿ ಬಳಸಿಕೊಂಡು ಗ್ರಾಮದ ಸಮಗ್ರ ಅಭಿವೃದ್ಧಿಗೆ ಕ್ರಮ ವಹಿಸಲಾಗಿತ್ತು ಎಂದರು. (980, 937, 1151, 1075)
contact-email: contact@sanjevani.com (1382, 30, 1530, 45)
article-rule (47, 631, 404, 632)
subhead-caste-3: ಪೂರ್ಣ ನ್ಯಾಯಾಂಗ ನಿರ್ದೇಶನ:- (624, 1845, 753, 1860)
subhead-caste-2: ನ್ಯಾಯಾಲಯದ ವೃತ್ತ ತೀರ್ಪು:- (221, 2006, 344, 2021)
body-caste-text4: ಇಂದೇ ನ್ಯಾಯಾಲಯವು ನಕಲಿ ಜಾತಿ ಪ್ರಮಾಣ ಪತ್ರ ಬಳಸಿ ಸರ್ಕಾರಿ ಉದ್ಯೋಗ ಪಡೆದ ಹಾಗೂ ಚುನಾವಣೆಯಲ್ಲಿ ಸ್ಪರ್ಧಿಸಿದ ವ್ಯಕ್ತಿಗಳ ವಿರುದ್ಧ ಕಠಿಣ ಕ್ರಮ ಕೈಗೊಳ್ಳಲು ಸೂಚಿಸಿದೆ. ಸಂವಿಧಾನದ ಆಶಯ ರಕ್ಷಣೆಗೆ ಸಮಾಜ ಒಗ್ಗಟ್ಟಾಗಬೇಕು ಎಂದರು. (601, 1864, 776, 1956)
grey-swatch (141, 2305, 162, 2326)
headline-gubbi-line2: ಒಂದೇ ಕುಟುಂಬದ ನಾಲ್ವರು (417, 120, 671, 154)
headline-justice-text: ನ್ಯಾಯದೇವತೆಯಿಂದ ಸತ್ಯಕ್ಕೆ ಜಯ ಸಿಕ್ಕಿದೆ (804, 1672, 1182, 1706)
yellow-swatch (92, 2305, 113, 2326)
caption-justice (982, 1924, 1157, 2288)
body-felicitation-2b (1159, 937, 1331, 1132)
masthead-rule (38, 53, 1530, 55)
body-vibhuti-text4: ಗ್ರಾರಂಟಿ ಸಮಿತಿ ಅಧ್ಯಕ್ಷ ವಿ.ಹೆಚ್. ರಾಜು, ಪ್ರಾಧಿಕಾರ ಅಧ್ಯಕ್ಷ ಎ.ಬಿ.ಚೇತನ್ ಕುಮಾರ್, ಪಿಡಿಒ ಬಿ.ಕೆ.ಗೋವಿಂದ, ಉಪಾಧ್ಯಕ್ಷೆ ಮಂಗಳಗೌರಮ್ಮ, ಗಿರಿಜಮ್ಮ, ಸದಸ್ಯರಾದ ಪುಟ್ಟಸ್ವಾಮಿ, ಮಲ್ಲೇಶ್, ಶಿವಣ್ಣ, ಲಕ್ಷ್ಮಮ್ಮ, ಜ್ಯೋತಿ ಬಾಲಕೃಷ್ಣ, ವೆಂಕಟೇಶ್, ಸತೀಶ್, ಕೆ.ವಿ.ಶಿವು, ಲಕ್ಷ್ಮಮ್ಮ, ಶ್ರೀನಿವಾಸ್, ತಾಪಂ ಮಾಜಿ ಅಧ್ಯಕ್ಷ, ಸಹಾಯಕ ನಿರ್ದೇಶಕ ರೂಪೇಶ್ ಕುಮಾರ್ ಹಾಜರಿದ್ದರು. (1350, 486, 1525, 623)
body-felicitation-2 (980, 937, 1151, 1132)
photo-press-art (982, 1719, 1352, 1918)
headline-gubbi-line3: ಶಂಕಾಸ್ಪದ ಸಾವು (417, 160, 563, 194)
caption-caste-text: ಕೊತ್ತೂರು ಜಿ. ಮಂಜುನಾಥ್ ಅವರ ಆಯ್ಕೆಯನ್ನು ರದ್ದುಗೊಳಿಸಿ, ಅವರು ಬಳಸಿರುವ ಜಾತಿ ಪ್ರಮಾಣ ಪತ್ರ ನಕಲಿ ಮತ್ತು ಕಾನೂನುಬಾಹಿರ ಎಂದು ಸ್ಪಷ್ಟವಾಗಿ ತೀರ್ಪು ನೀಡಿದೆ. ದಿನಾಂಕ 24 ಡಿಸೆಂಬರ್ 2024 ರಂದು ಗೌರವಾನ್ವಿತ ನ್ಯಾಯಾಧೀಶರಾದ ಎಂ. ನಾಗಪ್ರಸನ್ನ ಅವರು ನೀಡಿದ ತೀರ್ಪು ಮಹತ್ವದ್ದಾಗಿದೆ. (366, 1981, 594, 2065)
body-science (797, 1169, 977, 1657)
city-label: ಬೆಂಗಳೂರು (78, 14, 124, 28)
body-felicitation-text: ಆನೇಕಲ್, ಫೆ.7: ಸುರಗೊಂಡನಹಳ್ಳಿ ಗ್ರಾಮ ಪಂಚಾಯಿತಿ ಅಧ್ಯಕ್ಷ, ಉಪಾಧ್ಯಕ್ಷ, ಗ್ರಾಮ ಪಂಚಾಯಿತಿ ಸದಸ್ಯರ ಅಧಿಕಾರ ಅವಧಿಯು ಪೂರ್ಣಗೊಂಡ ಹಿನ್ನೆಲೆಯಲ್ಲಿ ಗ್ರಾಮ ಪಂಚಾಯಿತಿ ಆವರಣದಲ್ಲಿ ಬೀಳ್ಕೊಡುಗೆ ಸಮಾರಂಭ ಆಯೋಜಿಸಲಾಗಿತ್ತು. ಈ ವೇಳೆ ಸುರಗೊಂಡನಹಳ್ಳಿ ಗ್ರಾಮ ಪಂಚಾಯಿತಿ ಅಧ್ಯಕ್ಷರು ಮಾತನಾಡಿ, ಅಧಿಕಾರ ಅವಧಿಯಲ್ಲಿ ಗ್ರಾಮದ ಅಭಿವೃದ್ಧಿಗೆ ಶ್ರಮಿಸಿದ್ದೇವೆ. ಸಹಕಾರ ನೀಡಿದ ಎಲ್ಲರಿಗೂ ಕೃತಜ್ಞತೆ ಸಲ್ಲಿಸುತ್ತೇವೆ ಎಂದರು. ಐದು ವರ್ಷಗಳ ಕಾಲ ಸರ್ಕಾರದ ಯೋಜನೆಗಳನ್ನು ಗ್ರಾಮಸ್ಥರಿಗೆ ತಲುಪಿಸುವ ಕೆಲಸ ಮಾಡಿದ್ದೇವೆ ಎಂದು ಹೇಳಿದರು. (797, 732, 972, 931)
body-caste-text2a: ಅಧ್ಯಕ್ಷರಾಗಿ, ನಾನು ಈ ಗಂಭೀರ ದೂರನ್ನು ಆಯೋಗದ ಮುಂದೆ ಸಲ್ಲಿಸಿದ್ದೆ. ಕೊತ್ತೂರು ಜಿ. ಮಂಜುನಾಥ್ ಎಂಬುವರು ಮುಳಬಾಗಿಲು ಕ್ಷೇತ್ರದಿಂದ ಸ್ಪರ್ಧಿಸಿದ ಸಂದರ್ಭದಲ್ಲಿ ಬುಡ್ಗ ಜಂಗಮ ಜಾತಿ ಪ್ರಮಾಣ ಪತ್ರ ಪಡೆದಿದ್ದರು. ಆದರೆ ಅವರು ಆ ಜಾತಿಗೆ ಸೇರಿದವರಲ್ಲ ಎಂಬುದು ತನಿಖೆಯಿಂದ ದೃಢಪಟ್ಟಿದೆ. (207, 1719, 359, 1841)
body-justice-2 (1167, 1924, 1352, 2288)
subhead-tariff: ಮೇಕ್ ಇನ್ ಇಂಡಿಯಾ ಬಲವರ್ಧನೆ: ಮೋದಿ (59, 349, 207, 380)
black-swatch (117, 2305, 138, 2326)
body-gubbi-text: ಪಾವಾಪುರಿಗೆ ಹೋಗಲು ಯೋಜಿಸಿದ್ದರು. ಬೆಳಿಗ್ಗೆ 9:40ರ ಸುಮಾರಿಗೆ ಕೊಠಡಿಯಿಂದ ಕೆಟ್ಟ ವಾಸನೆ ಬಂದ ಹಿನ್ನೆಲೆಯಲ್ಲಿ ಧರ್ಮಶಾಲೆಯ ವ್ಯವಸ್ಥಾಪಕರು ಪೊಲೀಸರಿಗೆ ಮಾಹಿತಿ ನೀಡಿದರು. ಪೊಲೀಸರು ಸ್ಥಳಕ್ಕೆ ಬಂದು ಬಾಗಿಲು ಒಡೆದು ನೋಡಿದಾಗ ನಾಲ್ವರು ಮೃತಪಟ್ಟಿರುವುದು ಪತ್ತೆಯಾಗಿದೆ. ಮೂರು ದಿನಗಳ ಹಿಂದೆ ಕೊಠಡಿಯ ಬಾಗಿಲನ್ನು ಒಳಗಿನಿಂದ ಲಾಕ್ ಮಾಡಲಾಗಿತ್ತು. ಮೃತರಿಗೆ ಸಂಬಂಧಿಸಿದ ದಾಖಲೆಗಳನ್ನು ಪರಿಶೀಲಿಸಿ ತನಿಖೆ ಮುಂದುವರಿಸಲಾಗಿದೆ ಎಂದು ತಿಳಿಸಲಾಗಿದೆ. ಘಟನೆ ಬಗ್ಗೆ ನಳಂದಾ ಜಿಲ್ಲೆಯ ಬಿಹಾರ್ ಶರೀಫ್ ಸದರ್ ಆಸ್ಪತ್ರೆಗೆ ಮರಣೋತ್ತರ ಪರೀಕ್ಷೆಗಾಗಿ ಶವಗಳನ್ನು ಕಳುಹಿಸಲಾಗಿದೆ. ವಿಧಿವಿಜ್ಞಾನ ತಂಡ ಸ್ಥಳಕ್ಕೆ ಭೇಟಿ ನೀಡಿ ಪರಿಶೀಲನೆ ನಡೆಸಿದೆ. ಕುಟುಂಬದ ಸದಸ್ಯರು ಹಾಗೂ ಸಂಬಂಧಿಕರಿಗೆ ಮಾಹಿತಿ ನೀಡಲಾಗಿದೆ. (417, 207, 776, 376)
article-rule (47, 868, 404, 869)
section-rule (38, 1665, 1530, 1666)
headline-vibhuti: ವಿಭೂತಿಕೆರೆ ಗ್ರಾಪಂನ ನೂತನ ಕಟ್ಟಡ ಲೋಕಾರ್ಪಣೆ (806, 61, 1290, 97)
body-felicitation-3 (1340, 732, 1525, 1131)
headline-reply-line2: ಕೊಡುತ್ತೆ (47, 671, 126, 704)
magenta-swatch (1410, 2305, 1430, 2326)
photo-science-art (985, 1169, 1525, 1349)
body-science-text2: ವಿಜಯಪುರ, ಫೆ.7: ಇಂದಿನ ಸ್ಪರ್ಧಾತ್ಮಕ ಯುಗದಲ್ಲಿ ಕೇವಲ ಅಕ್ಷರಜ್ಞಾನ ಸಾಲದು, ಜ್ಞಾನದ ಅವಶ್ಯಕತೆ ಹೆಚ್ಚಾಗಿದೆ. ಅದರಲ್ಲೂ ಪ್ರಾಥಮಿಕ ಹಂತದಿಂದಲೇ ಮಕ್ಕಳಲ್ಲಿ ವೈಜ್ಞಾನಿಕ ಮನೋಭಾವನೆ ಬೆಳೆಸಬೇಕು ಎಂದು ಪುರಸಭೆ ಅಧ್ಯಕ್ಷರು ಹೇಳಿದರು. ಪಟ್ಟಣದ ಸರ್ಕಾರಿ ಮಾದರಿ ಶಾಲೆಯ ಆವರಣದಲ್ಲಿ ಆಯೋಜಿಸಿದ್ದ ವಿಜ್ಞಾನ ಮೇಳ ಉದ್ಘಾಟಿಸಿ ಅವರು ಮಾತನಾಡಿದರು. ವಿದ್ಯಾರ್ಥಿಗಳಲ್ಲಿ ಕುತೂಹಲ ಮತ್ತು ಪ್ರಶ್ನಿಸುವ ಗುಣ ಬೆಳೆಸುವುದು ಶಿಕ್ಷಕರ ಜವಾಬ್ದಾರಿ. ವಿಜ್ಞಾನ ಮೇಳದಂತಹ ಕಾರ್ಯಕ್ರಮಗಳು ಮಕ್ಕಳ ಪ್ರತಿಭೆ ಹೊರಹೊಮ್ಮಲು ಸಹಕಾರಿ ಎಂದರು. ವಿದ್ಯಾರ್ಥಿಗಳು ವಿವಿಧ ಮಾದರಿಗಳನ್ನು ಪ್ರದರ್ಶಿಸಿ ಗಮನ ಸೆಳೆದರು. ಮುಖ್ಯ ಶಿಕ್ಷಕರು, ಶಿಕ್ಷಕ ವೃಂದ, ಪೋಷಕರು ಹಾಗೂ ಗ್ರಾಮದ ಮುಖಂಡರು ಉಪಸ್ಥಿತರಿದ್ದರು. ಮಕ್ಕಳಿಗೆ ವಿಜ್ಞಾನದ ಮೂಲ ತತ್ವಗಳನ್ನು ಪ್ರಾಯೋಗಿಕವಾಗಿ ಕಲಿಸಿದಾಗ ಅವರ ಕಲಿಕೆ ಸುಲಭವಾಗುತ್ತದೆ. ಶಾಲಾ ಹಂತದಲ್ಲಿಯೇ ಸಂಶೋಧನಾ ಮನೋಭಾವ ಬೆಳೆಸಬೇಕು ಎಂದು ಸಲಹೆ ನೀಡಿದರು. (985, 1356, 1345, 1525)
caption-caste (366, 1981, 594, 2288)
photo-caste-portrait (366, 1719, 594, 1975)
subhead-caste-1: ಪ್ರಕರಣದ ಹಿನ್ನೆಲೆ ಮತ್ತು ವಾಸ್ತವಾಂಶಗಳು:- (234, 1845, 331, 1875)
body-dogs-text: ಮಾಲೂರು, ಫೆ.7: ನಗರದ ಹೊರವಲಯದ ಹಾಲಿನ ಹಳ್ಳಿ ಗ್ರಾಮದಲ್ಲಿ ಹುಚ್ಚುನಾಯಿಯೊಂದು ದಿನವಿಡೀ ದಾಳಿ ನಡೆಸಿ 8 ಮಂದಿಗೆ ಕಚ್ಚಿ ತೀವ್ರವಾಗಿ ಗಾಯಗೊಳಿಸಿದ ಘಟನೆ ನಡೆದಿದೆ. ಮನೆಯ ಮುಂದೆ ಆಟವಾಡುತ್ತಿದ್ದ ಮಕ್ಕಳು, ಹೊಲಕ್ಕೆ ತೆರಳುತ್ತಿದ್ದ ರೈತರು ಸೇರಿದಂತೆ ಹಲವರು ಗಾಯಗೊಂಡಿದ್ದಾರೆ. ಗಾಯಾಳುಗಳನ್ನು ಮಾಲೂರು ಸಾರ್ವಜನಿಕ ಆಸ್ಪತ್ರೆಗೆ ದಾಖಲಿಸಿ ಚಿಕಿತ್ಸೆ ನೀಡಲಾಗುತ್ತಿದೆ. ಗ್ರಾಮದಲ್ಲಿ ಬೀದಿ ನಾಯಿಗಳ ಹಾವಳಿ ಹೆಚ್ಚಾಗಿದ್ದು ಸ್ಥಳೀಯ ಆಡಳಿತ ಕೂಡಲೇ ಕ್ರಮ ಕೈಗೊಳ್ಳಬೇಕು ಎಂದು ಗ್ರಾಮಸ್ಥರು ಒತ್ತಾಯಿಸಿದ್ದಾರೆ. ಘಟನೆಯ ನಂತರ ಗ್ರಾಮಸ್ಥರು ಸೇರಿ ಹುಚ್ಚು ನಾಯಿಯನ್ನು ಸೆರೆಹಿಡಿದಿದ್ದಾರೆ. ಪಶುವೈದ್ಯರು ಗ್ರಾಮಕ್ಕೆ ಭೇಟಿ ನೀಡಿ ಇತರ ನಾಯಿಗಳಿಗೆ ಲಸಿಕೆ ಹಾಕುವ ಕಾರ್ಯ ಆರಂಭಿಸಿದ್ದಾರೆ. ನಾಯಿ ಕಡಿತಕ್ಕೆ ಒಳಗಾದವರು ತಕ್ಷಣ ರೇಬೀಸ್ ನಿರೋಧಕ ಲಸಿಕೆ ಪಡೆಯಬೇಕು ಎಂದು ಆರೋಗ್ಯ ಇಲಾಖೆ ಸೂಚಿಸಿದೆ. ತಾಲೂಕು ಆಡಳಿತ ಮತ್ತು ಪುರಸಭೆ ಅಧಿಕಾರಿಗಳು ಸ್ಥಳಕ್ಕೆ ಭೇಟಿ ನೀಡಿ ಪರಿಶೀಲನೆ ನಡೆಸಿದರು. (417, 640, 776, 809)
